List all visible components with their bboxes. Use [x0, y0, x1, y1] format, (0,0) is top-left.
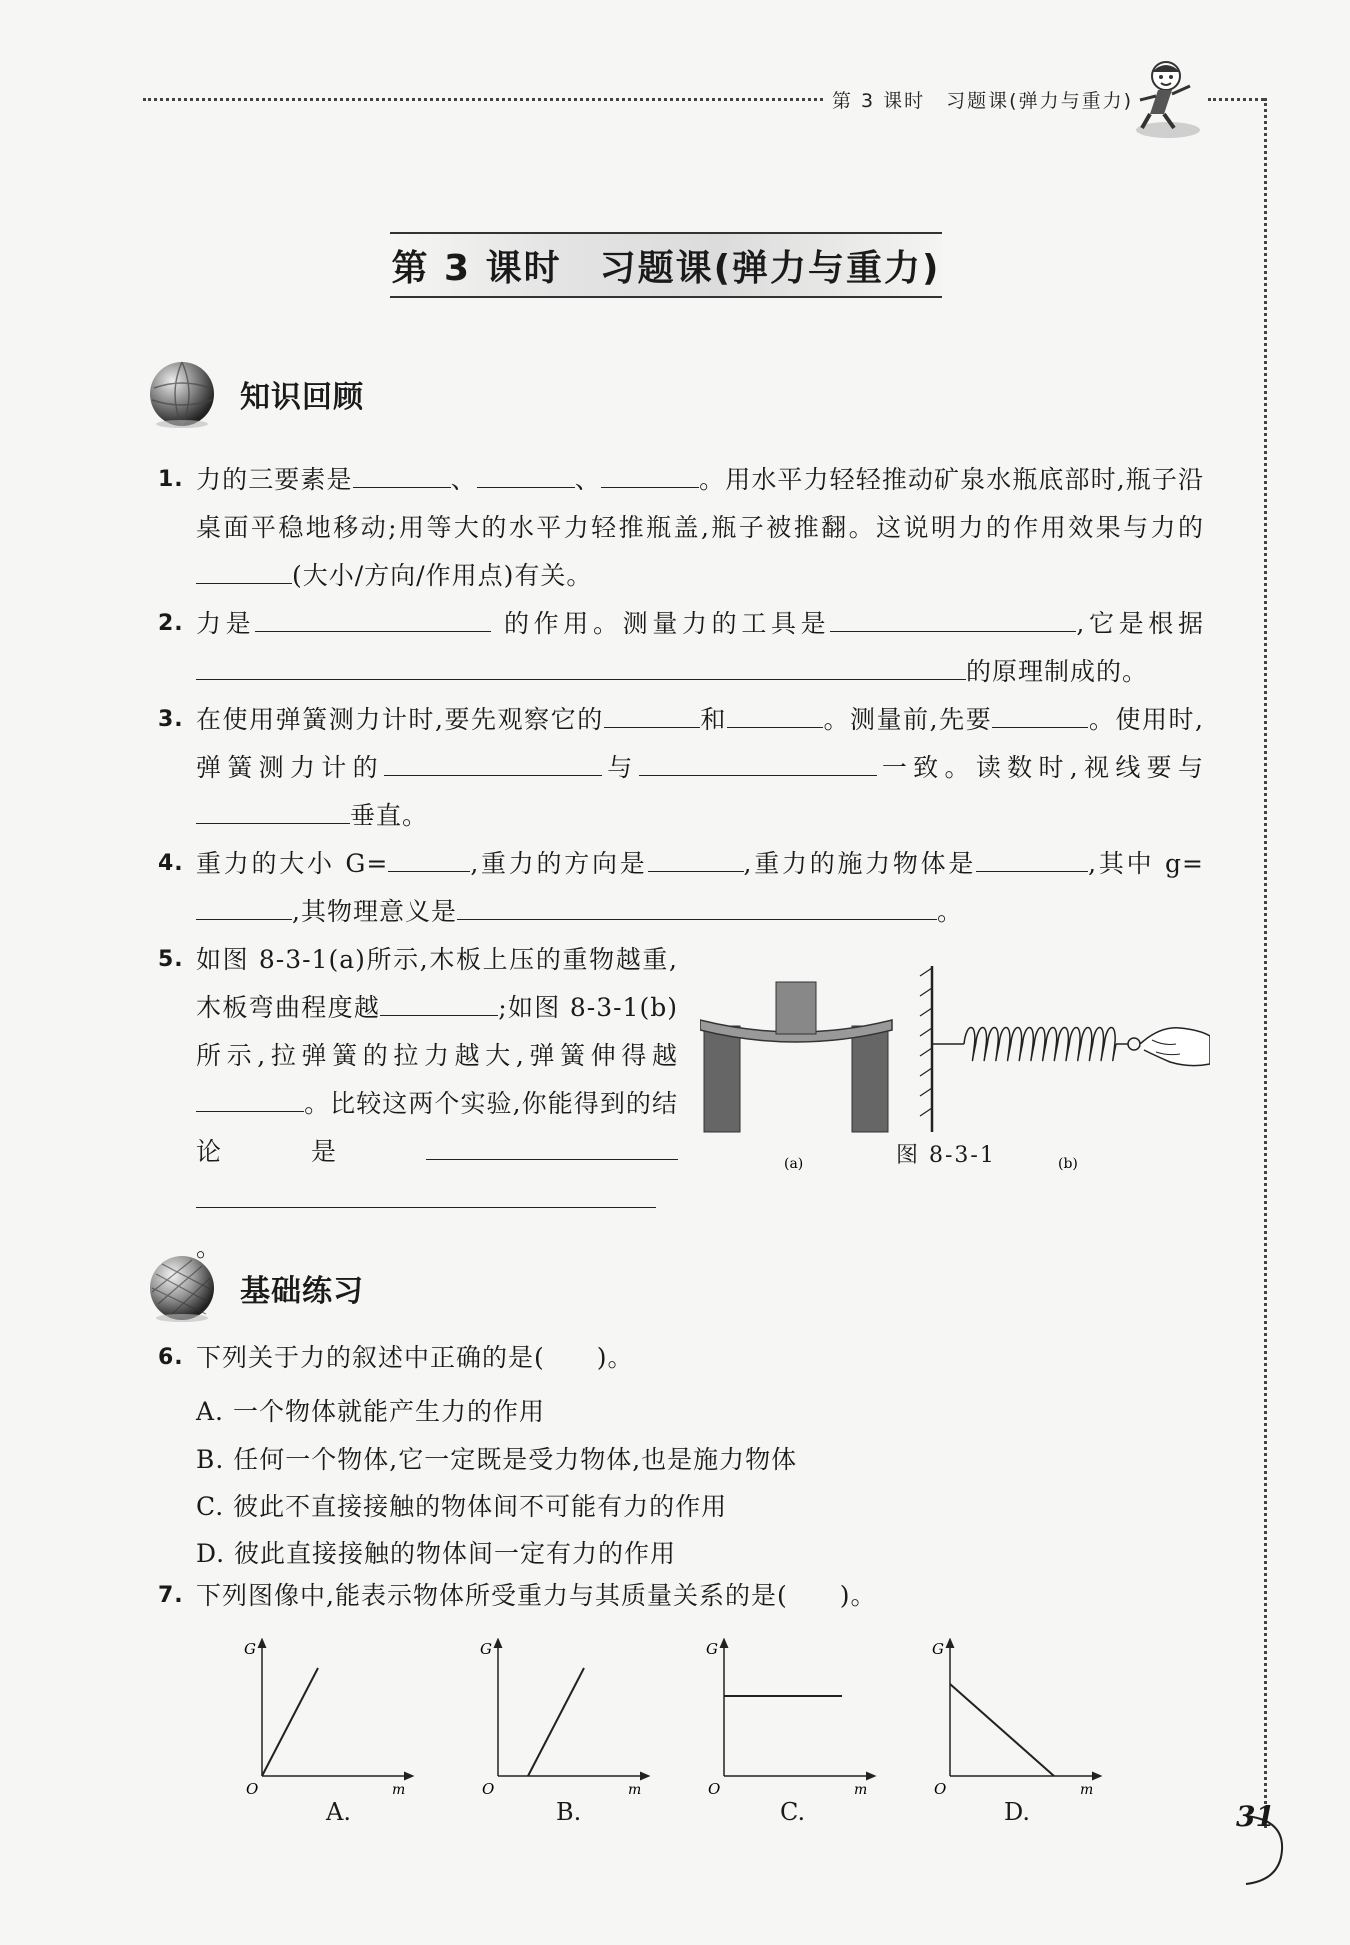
section-practice-title: 基础练习 [240, 1274, 364, 1309]
q3-blank-2[interactable] [727, 699, 823, 728]
question-5 [158, 936, 678, 1272]
question-number: 6. [158, 1345, 184, 1370]
q4-blank-3[interactable] [976, 843, 1088, 872]
q4-text-a: 重力的大小 G= [196, 849, 389, 878]
section-practice [146, 1252, 364, 1324]
axis-label-g: G [932, 1640, 944, 1658]
q5-text-b: ;如图 8-3-1(b)所示,拉弹簧的拉力越大,弹簧伸得越 [196, 993, 678, 1070]
figure-caption: 图 8-3-1 [896, 1143, 996, 1168]
section-review [146, 358, 364, 430]
q1-text-a: 力的三要素是 [196, 465, 353, 494]
axis-label-m: m [628, 1782, 642, 1798]
running-header: 第 3 课时 习题课(弹力与重力) [832, 90, 1133, 112]
q4-text-e: ,其物理意义是 [292, 897, 457, 926]
graph-b [480, 1640, 646, 1798]
q1-blank-2[interactable] [477, 459, 575, 488]
q1-blank-1[interactable] [353, 459, 451, 488]
q6-option-d[interactable]: D. 彼此直接接触的物体间一定有力的作用 [196, 1539, 677, 1568]
question-6 [158, 1334, 1204, 1382]
question-2 [158, 600, 1204, 696]
lesson-topic: 习题课(弹力与重力) [599, 247, 941, 289]
q1-sep: 、 [450, 465, 477, 494]
q3-text-g: 垂直。 [350, 801, 429, 830]
question-number: 5. [158, 947, 184, 972]
q3-blank-4[interactable] [384, 747, 602, 776]
graph-label-c[interactable]: C. [780, 1798, 806, 1826]
figure-label-b: (b) [1058, 1156, 1078, 1172]
q3-blank-3[interactable] [992, 699, 1088, 728]
q3-blank-5[interactable] [639, 747, 877, 776]
q3-text-e: 与 [601, 753, 639, 782]
header-rule [143, 98, 823, 101]
q5-text-c: 。比较这两个实验,你能得到的结论是 [196, 1089, 678, 1166]
question-3 [158, 696, 1204, 840]
q2-text-d: 的原理制成的。 [966, 657, 1149, 686]
lesson-number: 第 3 课时 [391, 247, 562, 289]
q2-blank-3[interactable] [196, 651, 966, 680]
origin-label: O [246, 1780, 259, 1798]
page-title [390, 232, 942, 298]
mascot-icon [1128, 56, 1208, 140]
q6-stem: 下列关于力的叙述中正确的是( )。 [196, 1343, 634, 1372]
q4-blank-4[interactable] [196, 891, 292, 920]
header-rule-right [1208, 98, 1264, 101]
axis-label-g: G [706, 1640, 718, 1658]
q2-blank-1[interactable] [255, 603, 491, 632]
q6-option-b[interactable]: B. 任何一个物体,它一定既是受力物体,也是施力物体 [196, 1445, 798, 1474]
q3-blank-6[interactable] [196, 795, 350, 824]
q2-text-b: 的作用。测量力的工具是 [503, 609, 831, 638]
q4-blank-2[interactable] [648, 843, 744, 872]
question-number: 7. [158, 1583, 184, 1608]
margin-rule [1264, 98, 1267, 1828]
question-number: 4. [158, 851, 184, 876]
q6-option-c[interactable]: C. 彼此不直接接触的物体间不可能有力的作用 [196, 1492, 728, 1521]
axis-label-m: m [392, 1782, 406, 1798]
question-4 [158, 840, 1204, 936]
q5-blank-2[interactable] [196, 1083, 304, 1112]
graph-label-d[interactable]: D. [1004, 1798, 1031, 1826]
q1-blank-3[interactable] [601, 459, 699, 488]
q5-blank-3[interactable] [426, 1131, 678, 1160]
q2-blank-2[interactable] [830, 603, 1076, 632]
q6-option-a[interactable]: A. 一个物体就能产生力的作用 [196, 1397, 545, 1426]
q2-text-c: ,它是根据 [1076, 609, 1204, 638]
q3-text-d: 。使用时,弹簧测力计的 [196, 705, 1204, 782]
question-number: 3. [158, 707, 184, 732]
q4-blank-5[interactable] [457, 891, 937, 920]
q2-text-a: 力是 [196, 609, 256, 638]
q5-blank-1[interactable] [380, 987, 498, 1016]
q3-text-b: 和 [699, 705, 727, 734]
graph-a [244, 1640, 410, 1798]
q5-blank-4[interactable] [196, 1179, 656, 1208]
figure-a-bent-board [700, 982, 892, 1172]
question-7 [158, 1572, 1204, 1620]
q3-text-a: 在使用弹簧测力计时,要先观察它的 [196, 705, 604, 734]
axis-label-g: G [244, 1640, 256, 1658]
q3-blank-1[interactable] [604, 699, 700, 728]
graph-d [932, 1640, 1098, 1798]
origin-label: O [934, 1780, 947, 1798]
page-number: 31 [1236, 1800, 1275, 1833]
q7-graphs [230, 1638, 1130, 1838]
q4-text-c: ,重力的施力物体是 [743, 849, 977, 878]
q4-text-f: 。 [936, 897, 963, 926]
graph-label-a[interactable]: A. [326, 1798, 351, 1826]
q1-text-c: (大小/方向/作用点)有关。 [292, 561, 593, 590]
question-number: 2. [158, 611, 184, 636]
origin-label: O [482, 1780, 495, 1798]
mesh-ball-icon [146, 1252, 218, 1324]
q1-text-b: 。用水平力轻轻推动矿泉水瓶底部时,瓶子沿桌面平稳地移动;用等大的水平力轻推瓶盖,瓶子被推翻。这说明力的作用效果与力的 [196, 465, 1204, 542]
question-number: 1. [158, 467, 184, 492]
q4-text-d: ,其中 g= [1088, 849, 1204, 878]
question-1 [158, 456, 1204, 600]
q5-text-d: 。 [196, 1233, 223, 1262]
graph-label-b[interactable]: B. [556, 1798, 582, 1826]
figure-label-a: (a) [784, 1156, 804, 1172]
q4-text-b: ,重力的方向是 [470, 849, 648, 878]
graph-c [706, 1640, 872, 1798]
q4-blank-1[interactable] [388, 843, 470, 872]
axis-label-m: m [854, 1782, 868, 1798]
q1-sep: 、 [574, 465, 602, 494]
globe-icon [146, 358, 218, 430]
origin-label: O [708, 1780, 721, 1798]
q3-text-f: 一致。读数时,视线要与 [876, 753, 1204, 782]
axis-label-g: G [480, 1640, 492, 1658]
q7-stem: 下列图像中,能表示物体所受重力与其质量关系的是( )。 [196, 1581, 877, 1610]
q1-blank-4[interactable] [196, 555, 292, 584]
q3-text-c: 。测量前,先要 [822, 705, 993, 734]
section-review-title: 知识回顾 [240, 380, 364, 415]
q5-text-a: 如图 8-3-1(a)所示,木板上压的重物越重,木板弯曲程度越 [196, 945, 678, 1022]
axis-label-m: m [1080, 1782, 1094, 1798]
